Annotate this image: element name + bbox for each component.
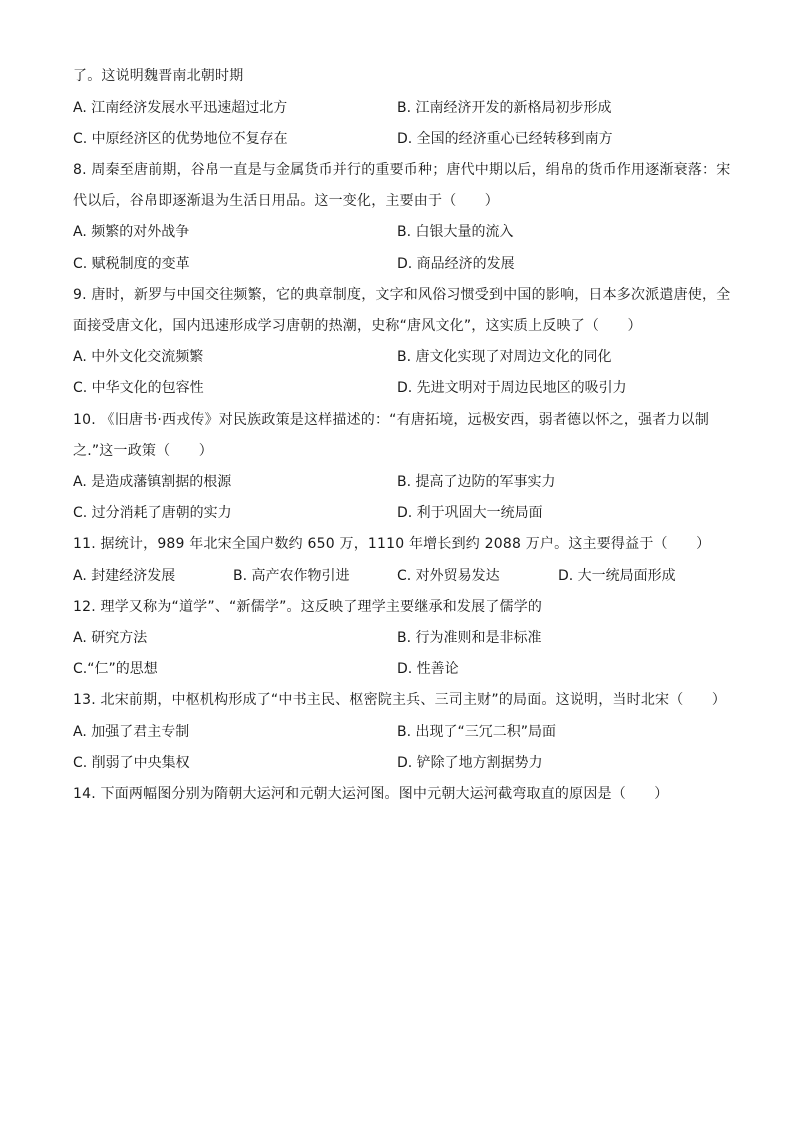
q13-option-c: C. 削弱了中央集权 [73, 755, 190, 771]
q10-stem-line2: 之.”这一政策（ ） [73, 443, 213, 459]
q11-option-b: B. 高产农作物引进 [233, 568, 350, 584]
q12-option-c: C.“仁”的思想 [73, 661, 158, 677]
q7-option-d: D. 全国的经济重心已经转移到南方 [397, 131, 613, 147]
q11-option-d: D. 大一统局面形成 [558, 568, 676, 584]
q7-continuation: 了。这说明魏晋南北朝时期 [73, 68, 244, 84]
q10-option-a: A. 是造成藩镇割据的根源 [73, 474, 232, 490]
q13-option-b: B. 出现了“三冗二积”局面 [397, 724, 557, 740]
q11-stem: 11. 据统计，989 年北宋全国户数约 650 万，1110 年增长到约 2088 万户。这主要得益于（ ） [73, 536, 711, 552]
q9-stem-line2: 面接受唐文化，国内迅速形成学习唐朝的热潮，史称“唐风文化”，这实质上反映了（ ） [73, 318, 642, 334]
q13-stem: 13. 北宋前期，中枢机构形成了“中书主民、枢密院主兵、三司主财”的局面。这说明，当时北宋（ ） [73, 692, 727, 708]
q7-option-a: A. 江南经济发展水平迅速超过北方 [73, 100, 288, 116]
q7-option-c: C. 中原经济区的优势地位不复存在 [73, 131, 288, 147]
q8-stem-line2: 代以后，谷帛即逐渐退为生活日用品。这一变化，主要由于（ ） [73, 193, 499, 209]
q10-stem-line1: 10. 《旧唐书·西戎传》对民族政策是这样描述的：“有唐拓境，远极安西，弱者德以怀之，强者力以制 [73, 412, 710, 428]
q11-option-c: C. 对外贸易发达 [397, 568, 500, 584]
q12-stem: 12. 理学又称为“道学”、“新儒学”。这反映了理学主要继承和发展了儒学的 [73, 599, 543, 615]
q9-option-d: D. 先进文明对于周边民地区的吸引力 [397, 380, 627, 396]
q12-option-d: D. 性善论 [397, 661, 459, 677]
q13-option-d: D. 铲除了地方割据势力 [397, 755, 543, 771]
q9-option-a: A. 中外文化交流频繁 [73, 349, 204, 365]
q12-option-b: B. 行为准则和是非标准 [397, 630, 542, 646]
q13-option-a: A. 加强了君主专制 [73, 724, 190, 740]
q10-option-d: D. 利于巩固大一统局面 [397, 505, 543, 521]
q8-option-b: B. 白银大量的流入 [397, 224, 514, 240]
q8-stem-line1: 8. 周秦至唐前期，谷帛一直是与金属货币并行的重要币种；唐代中期以后，绢帛的货币作用逐渐衰落：宋 [73, 162, 731, 178]
q10-option-c: C. 过分消耗了唐朝的实力 [73, 505, 232, 521]
q7-option-b: B. 江南经济开发的新格局初步形成 [397, 100, 612, 116]
q10-option-b: B. 提高了边防的军事实力 [397, 474, 556, 490]
q9-option-b: B. 唐文化实现了对周边文化的同化 [397, 349, 612, 365]
q14-stem: 14. 下面两幅图分别为隋朝大运河和元朝大运河图。图中元朝大运河截弯取直的原因是（ ） [73, 786, 669, 802]
q8-option-c: C. 赋税制度的变革 [73, 256, 190, 272]
q9-stem-line1: 9. 唐时，新罗与中国交往频繁，它的典章制度，文字和风俗习惯受到中国的影响，日本多次派遣唐使，全 [73, 287, 731, 303]
q9-option-c: C. 中华文化的包容性 [73, 380, 204, 396]
q12-option-a: A. 研究方法 [73, 630, 148, 646]
q8-option-a: A. 频繁的对外战争 [73, 224, 190, 240]
q8-option-d: D. 商品经济的发展 [397, 256, 515, 272]
q11-option-a: A. 封建经济发展 [73, 568, 176, 584]
